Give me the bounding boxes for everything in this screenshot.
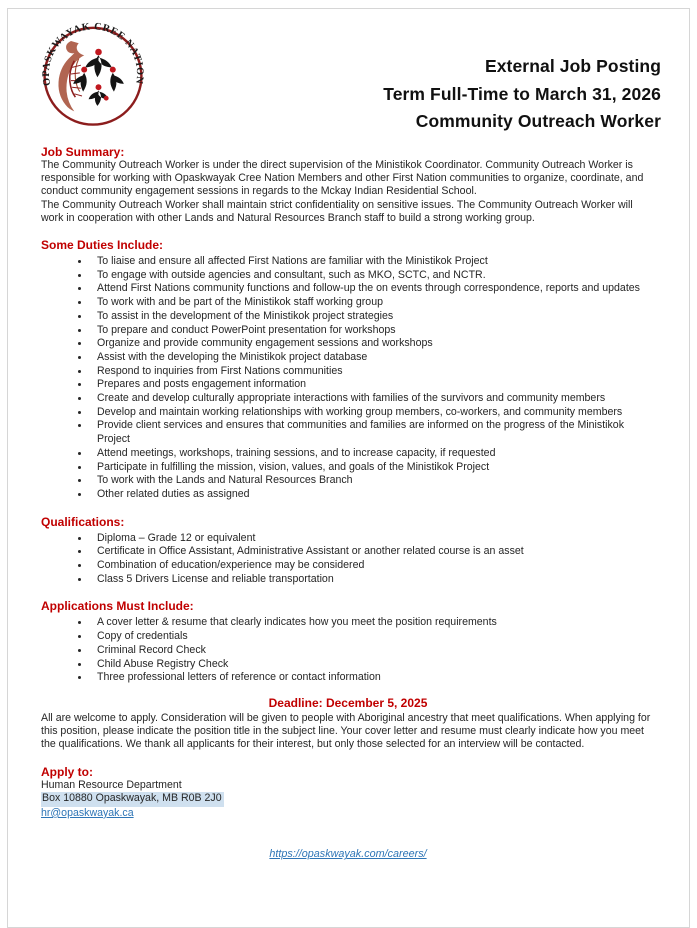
applications-list (41, 616, 655, 685)
duty-item: • To liaise and ensure all affected First Nations are familiar with the Ministikok Project (90, 255, 655, 269)
posting-type-title: External Job Posting (484, 56, 661, 76)
qualification-item: • Diploma – Grade 12 or equivalent (90, 532, 655, 546)
posting-position-title: Community Outreach Worker (415, 111, 661, 131)
deadline-text: Deadline: December 5, 2025 (268, 696, 428, 710)
application-item: • Child Abuse Registry Check (90, 658, 655, 672)
applications-heading: Applications Must Include: (41, 599, 194, 614)
duty-item: • Attend First Nations community functions and follow-up the on events through correspondence, reports and updates (90, 282, 655, 296)
qualifications-list (41, 532, 655, 587)
duty-item: • Assist with the developing the Ministikok project database (90, 351, 655, 365)
job-summary-heading: Job Summary: (41, 145, 125, 159)
qualification-item: • Class 5 Drivers License and reliable transportation (90, 573, 655, 587)
duty-item: • Participate in fulfilling the mission, vision, values, and goals of the Ministikok Project (90, 461, 655, 475)
application-item: • Criminal Record Check (90, 644, 655, 658)
page-header (34, 19, 663, 143)
duties-heading: Some Duties Include: (41, 238, 164, 253)
posting-term-title: Term Full-Time to March 31, 2026 (383, 83, 661, 104)
qualification-item: • Certificate in Office Assistant, Administrative Assistant or another related course is an asset (90, 545, 655, 559)
duty-item: • To engage with outside agencies and consultant, such as MKO, SCTC, and NCTR. (90, 269, 655, 283)
apply-to-heading: Apply to: (41, 764, 93, 779)
application-item: • Copy of credentials (90, 630, 655, 644)
job-summary-paragraph-2: The Community Outreach Worker shall maintain strict confidentiality on sensitive issues. The Community Outreach Worker will work in cooperation with other Lands and Natural Resources Branch staff to build a strong working group. (41, 198, 633, 224)
apply-department: Human Resource Department (41, 778, 182, 791)
closing-paragraph: All are welcome to apply. Consideration will be given to people with Aboriginal ancestry that meet qualifications. When applying for this position, please indicate the position title in the subject line. Your cover letter and resume must clearly indicate how you meet the qualifications. We thank all applicants for their interest, but only those selected for an interview will be contacted. (41, 712, 651, 751)
duty-item: • Other related duties as assigned (90, 488, 655, 502)
duty-item: • Create and develop culturally appropriate interactions with families of the survivors and community members (90, 392, 655, 406)
careers-url-link[interactable]: https://opaskwayak.com/careers/ (269, 848, 427, 861)
duty-item: • To prepare and conduct PowerPoint presentation for workshops (90, 324, 655, 338)
duty-item: • To assist in the development of the Ministikok project strategies (90, 310, 655, 324)
apply-to-block (41, 765, 655, 821)
hr-email-link[interactable]: hr@opaskwayak.ca (41, 806, 134, 819)
job-posting-page (7, 8, 690, 928)
job-summary-paragraph-1: The Community Outreach Worker is under the direct supervision of the Ministikok Coordinator. Community Outreach Worker is responsible for working with Opaskwayak Cree Nation Members and other First Nation communities to organize, coordinate, and conduct community engagement sessions in regards to the Mckay Indian Residential School. (41, 159, 644, 198)
apply-address-highlighted: Box 10880 Opaskwayak, MB R0B 2J0 (41, 792, 224, 807)
duty-item: • Provide client services and ensures that communities and families are informed on the progress of the Ministikok Project (90, 419, 655, 446)
qualifications-heading: Qualifications: (41, 514, 125, 529)
application-item: • Three professional letters of reference or contact information (90, 671, 655, 685)
duty-item: • Respond to inquiries from First Nations communities (90, 365, 655, 379)
svg-text:OPASKWAYAK CREE NATION: OPASKWAYAK CREE NATION (40, 21, 146, 87)
opaskwayak-cree-nation-logo-icon (38, 19, 148, 129)
duty-item: • Develop and maintain working relationships with working group members, co-workers, and community members (90, 406, 655, 420)
duty-item: • Attend meetings, workshops, training sessions, and to increase capacity, if requested (90, 447, 655, 461)
application-item: • A cover letter & resume that clearly indicates how you meet the position requirements (90, 616, 655, 630)
duty-item: • Prepares and posts engagement information (90, 378, 655, 392)
footer-link-row (41, 844, 655, 862)
duties-list (41, 255, 655, 502)
posting-title-block (383, 53, 661, 136)
qualification-item: • Combination of education/experience may be considered (90, 559, 655, 573)
document-content (34, 145, 663, 862)
duty-item: • To work with the Lands and Natural Resources Branch (90, 474, 655, 488)
duty-item: • Organize and provide community engagement sessions and workshops (90, 337, 655, 351)
logo-svg (38, 19, 148, 129)
duty-item: • To work with and be part of the Ministikok staff working group (90, 296, 655, 310)
